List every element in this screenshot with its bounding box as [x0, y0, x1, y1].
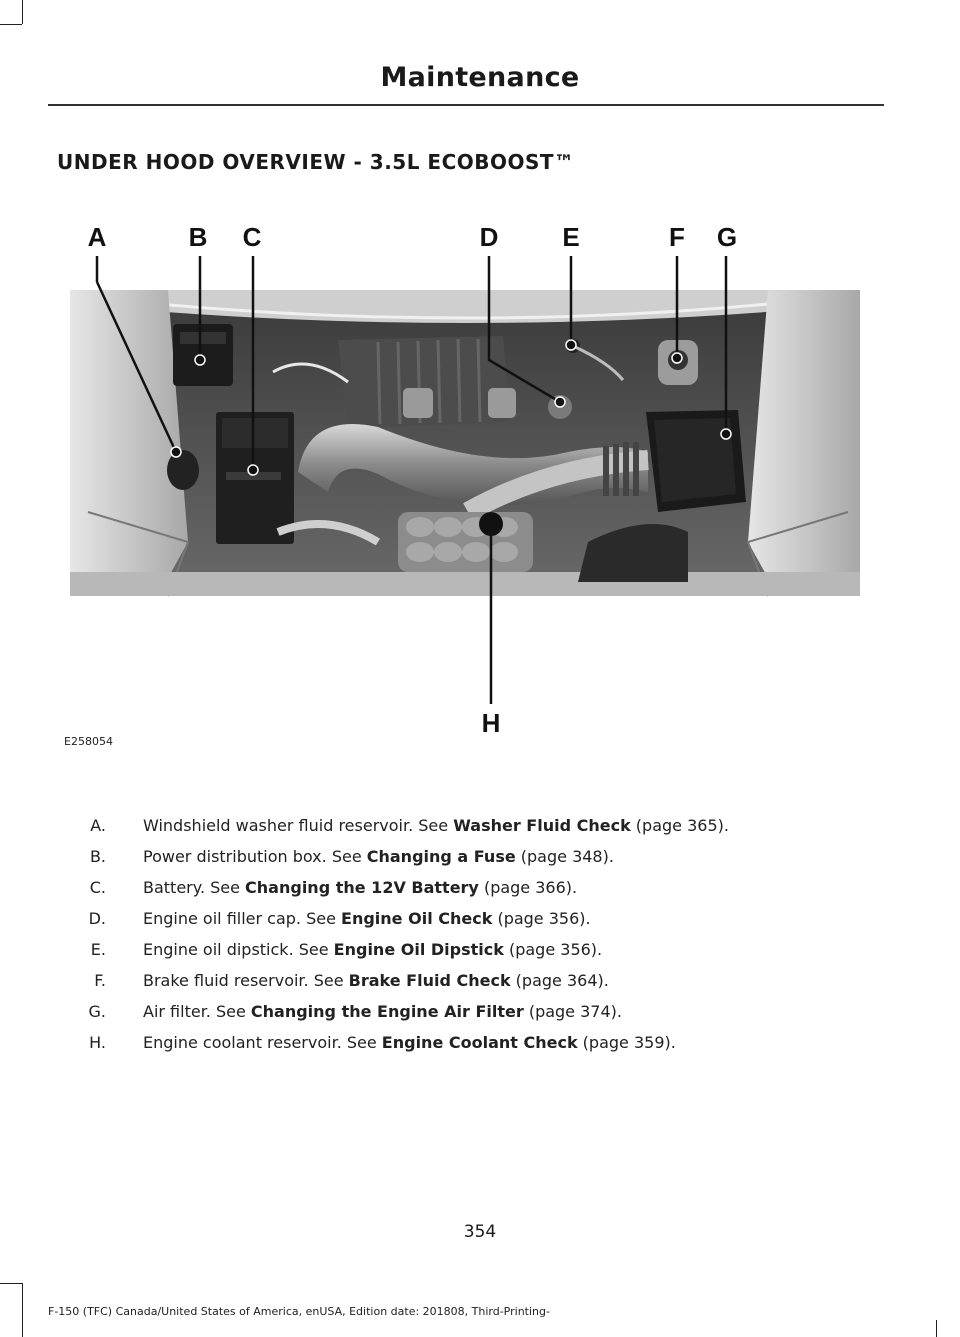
item-letter: B. [89, 847, 106, 866]
item-link[interactable]: Washer Fluid Check [453, 816, 631, 835]
item-text: Battery. See [143, 878, 246, 897]
page-number: 354 [463, 1222, 497, 1242]
item-description [143, 1032, 676, 1063]
item-page-ref: (page 374). [523, 1002, 622, 1021]
crop-mark [0, 24, 22, 25]
callout-a: A [87, 222, 107, 252]
item-link[interactable]: Changing the 12V Battery [245, 878, 479, 897]
list-item [48, 939, 908, 970]
crop-mark [936, 1320, 937, 1337]
list-item [48, 970, 908, 1001]
item-description [143, 1001, 622, 1032]
item-text: Brake fluid reservoir. See [143, 971, 349, 990]
callout-h: H [481, 708, 501, 738]
item-text: Power distribution box. See [143, 847, 367, 866]
callout-d: D [479, 222, 499, 252]
item-page-ref: (page 366). [478, 878, 578, 897]
item-description [143, 846, 614, 877]
item-letter: D. [88, 909, 106, 928]
crop-mark [22, 0, 23, 24]
under-hood-figure [48, 212, 884, 742]
item-description [143, 970, 609, 1001]
item-link[interactable]: Engine Oil Check [341, 909, 493, 928]
item-description [143, 877, 577, 908]
item-link[interactable]: Changing the Engine Air Filter [250, 1002, 524, 1021]
item-description [143, 908, 591, 939]
figure-code: E258054 [64, 735, 113, 748]
callout-g: G [716, 222, 738, 252]
item-letter: H. [89, 1033, 106, 1052]
page-footer: F-150 (TFC) Canada/United States of America, enUSA, Edition date: 201808, Third-Printing- [48, 1305, 550, 1318]
engine-bay-illustration [48, 212, 884, 742]
header-divider [48, 104, 884, 106]
callout-f: F [669, 222, 685, 252]
item-letter: C. [89, 878, 106, 897]
callout-c: C [242, 222, 262, 252]
item-link[interactable]: Engine Coolant Check [381, 1033, 578, 1052]
list-item [48, 1001, 908, 1032]
item-link[interactable]: Changing a Fuse [366, 847, 516, 866]
item-letter: E. [90, 940, 106, 959]
item-letter: A. [90, 816, 106, 835]
item-page-ref: (page 356). [503, 940, 603, 959]
item-page-ref: (page 356). [492, 909, 591, 928]
item-page-ref: (page 365). [630, 816, 729, 835]
item-letter: F. [94, 971, 106, 990]
item-page-ref: (page 364). [510, 971, 609, 990]
item-description [143, 939, 602, 970]
section-title: UNDER HOOD OVERVIEW - 3.5L ECOBOOST™ [57, 150, 575, 174]
item-description [143, 815, 729, 846]
item-link[interactable]: Engine Oil Dipstick [333, 940, 504, 959]
component-list [48, 815, 908, 1063]
item-text: Engine oil dipstick. See [143, 940, 334, 959]
list-item [48, 1032, 908, 1063]
list-item [48, 877, 908, 908]
crop-mark [22, 1283, 23, 1337]
item-text: Engine coolant reservoir. See [143, 1033, 382, 1052]
list-item [48, 846, 908, 877]
callout-b: B [188, 222, 208, 252]
page-header-title: Maintenance [380, 62, 580, 93]
item-text: Windshield washer fluid reservoir. See [143, 816, 454, 835]
list-item [48, 815, 908, 846]
item-text: Engine oil filler cap. See [143, 909, 342, 928]
item-page-ref: (page 359). [577, 1033, 676, 1052]
item-text: Air filter. See [143, 1002, 251, 1021]
crop-mark [0, 1283, 22, 1284]
item-page-ref: (page 348). [515, 847, 614, 866]
list-item [48, 908, 908, 939]
callout-e: E [562, 222, 580, 252]
item-link[interactable]: Brake Fluid Check [348, 971, 511, 990]
item-letter: G. [88, 1002, 106, 1021]
